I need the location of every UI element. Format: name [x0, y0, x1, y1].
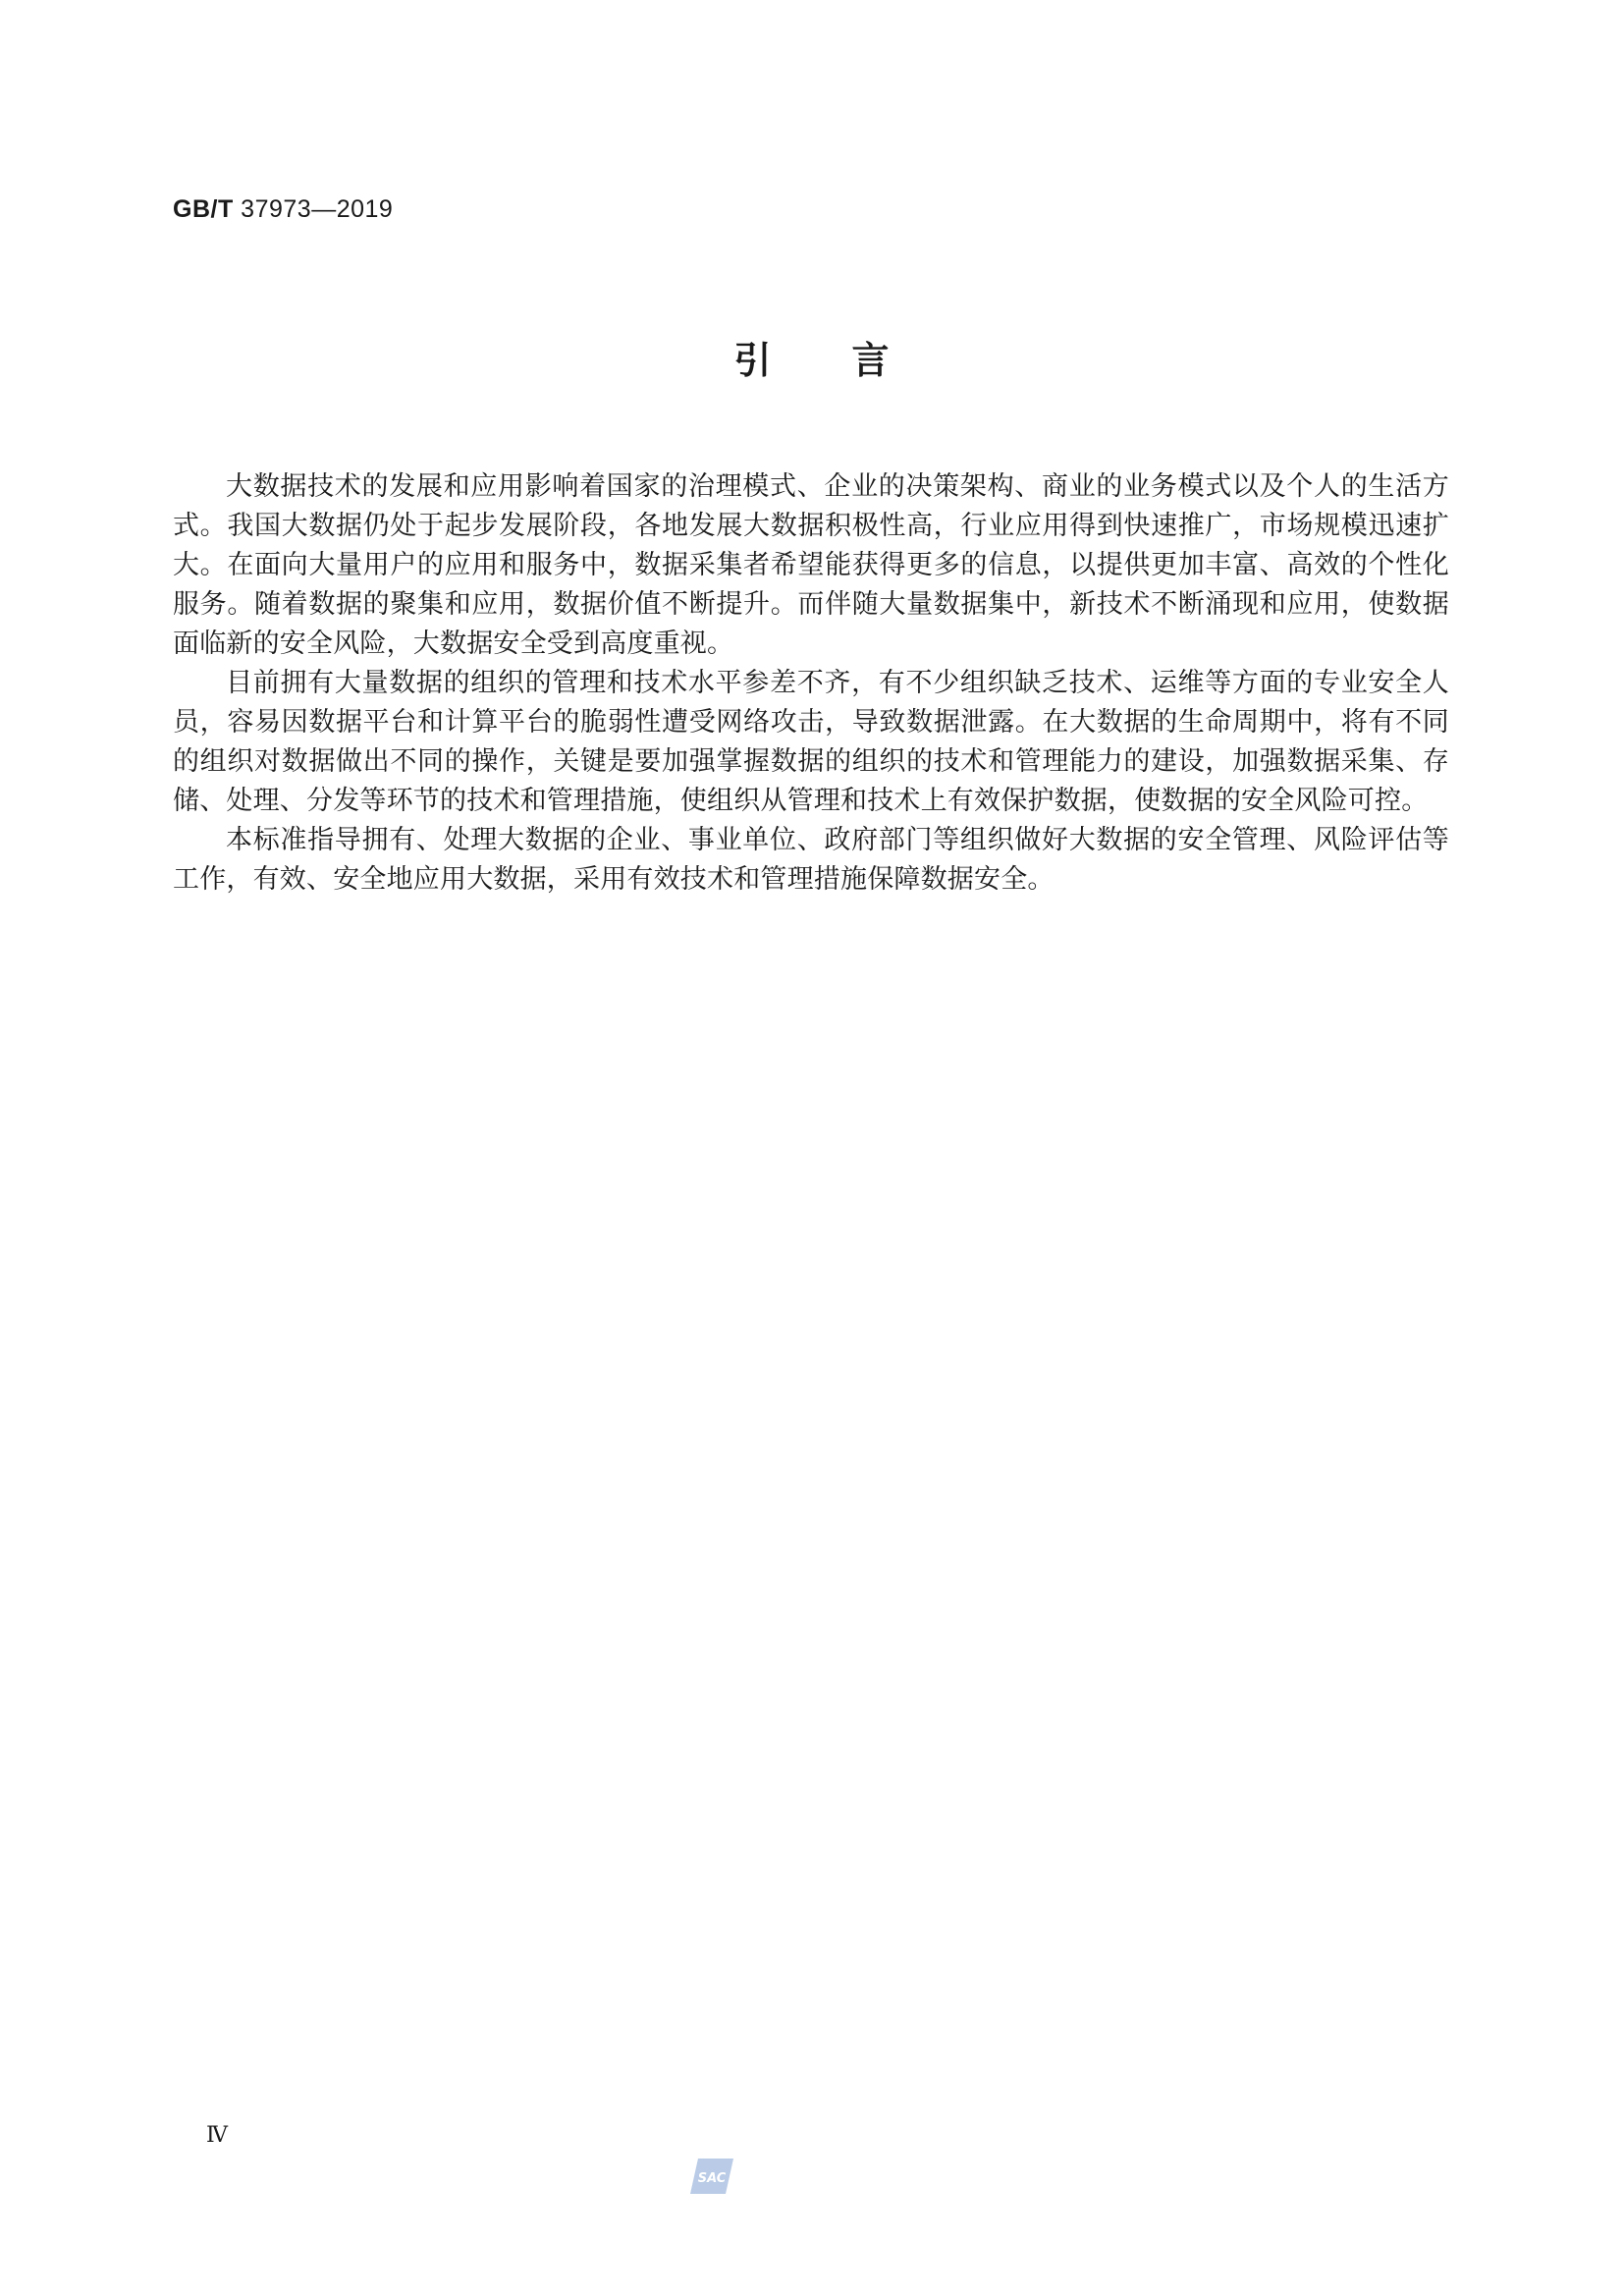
paragraph-2: 目前拥有大量数据的组织的管理和技术水平参差不齐，有不少组织缺乏技术、运维等方面的专业安全人员，容易因数据平台和计算平台的脆弱性遭受网络攻击，导致数据泄露。在大数据的生命周期中，将有不同的组织对数据做出不同的操作，关键是要加强掌握数据的组织的技术和管理能力的建设，加强数据采集、存储、处理、分发等环节的技术和管理措施，使组织从管理和技术上有效保护数据，使数据的安全风险可控。 — [173, 668, 1449, 816]
paragraph-1: 大数据技术的发展和应用影响着国家的治理模式、企业的决策架构、商业的业务模式以及个人的生活方式。我国大数据仍处于起步发展阶段，各地发展大数据积极性高，行业应用得到快速推广，市场规模迅速扩大。在面向大量用户的应用和服务中，数据采集者希望能获得更多的信息，以提供更加丰富、高效的个性化服务。随着数据的聚集和应用，数据价值不断提升。而伴随大量数据集中，新技术不断涌现和应用，使数据面临新的安全风险，大数据安全受到高度重视。 — [173, 471, 1449, 659]
section-title: 引言 — [733, 339, 970, 382]
standard-prefix: GB/T — [173, 195, 234, 223]
sac-logo-text: SAC — [697, 2171, 727, 2186]
body-text — [173, 467, 1449, 900]
standard-number: 37973—2019 — [241, 195, 394, 223]
sac-logo-icon — [688, 2157, 735, 2196]
paragraph-3: 本标准指导拥有、处理大数据的企业、事业单位、政府部门等组织做好大数据的安全管理、风险评估等工作，有效、安全地应用大数据，采用有效技术和管理措施保障数据安全。 — [173, 825, 1449, 895]
document-code — [173, 192, 393, 226]
page-number: Ⅳ — [206, 2123, 228, 2148]
